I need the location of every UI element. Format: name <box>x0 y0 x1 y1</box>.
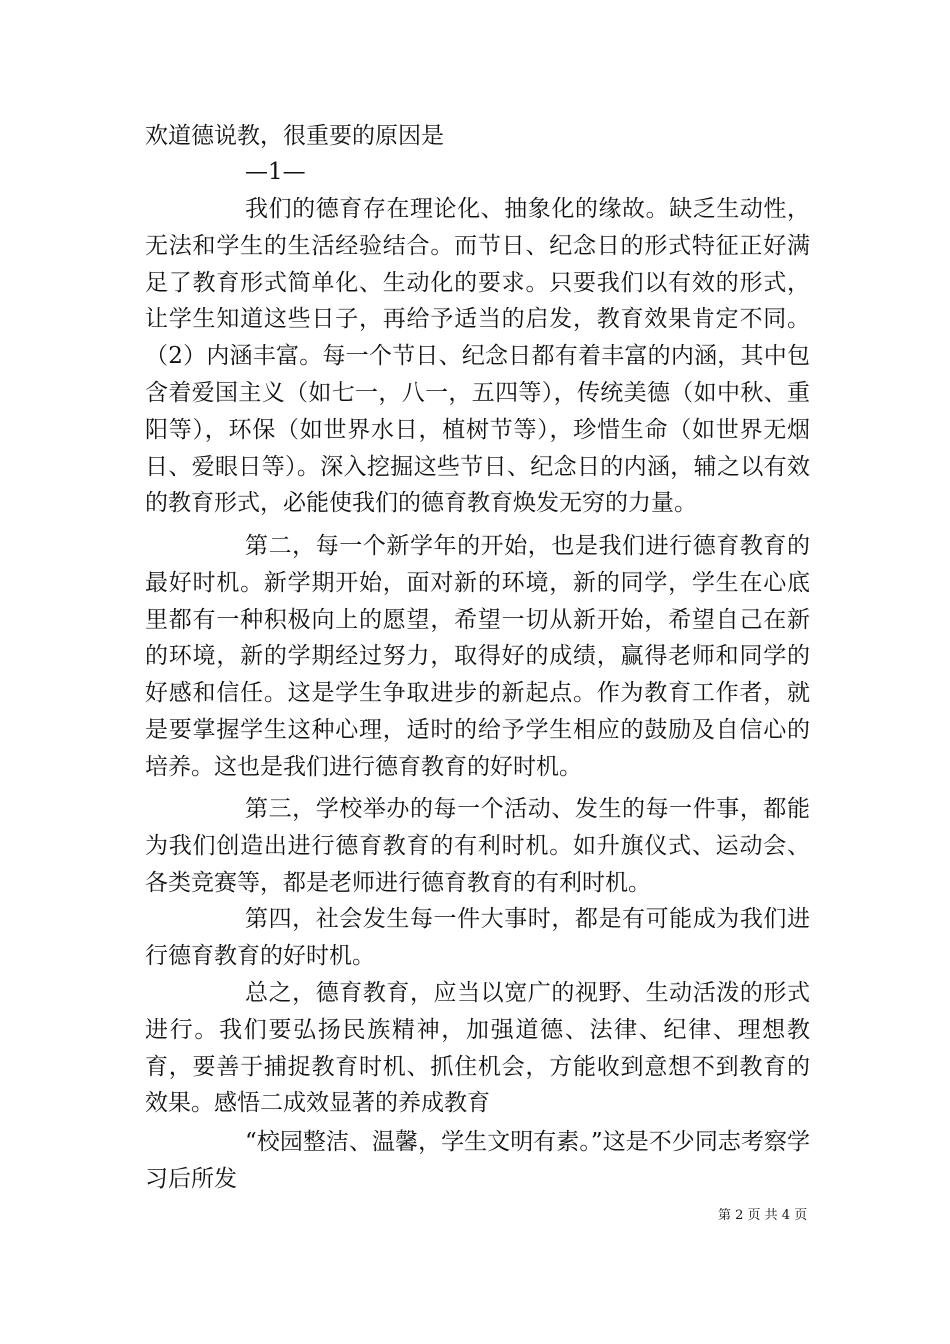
page-footer: 第 2 页 共 4 页 <box>718 1208 808 1223</box>
paragraph-festivals: 我们的德育存在理论化、抽象化的缘故。缺乏生动性，无法和学生的生活经验结合。而节日、纪念日的形式特征正好满足了教育形式简单化、生动化的要求。只要我们以有效的形式，让学生知道这些日子，再给予适当的启发，教育效果肯定不同。（2）内涵丰富。每一个节日、纪念日都有着丰富的内涵，其中包含着爱国主义（如七一，八一，五四等），传统美德（如中秋、重阳等），环保（如世界水日，植树节等），珍惜生命（如世界无烟日、爱眼日等）。深入挖掘这些节日、纪念日的内涵，辅之以有效的教育形式，必能使我们的德育教育焕发无穷的力量。 <box>145 196 810 517</box>
paragraph-summary: 总之，德育教育，应当以宽广的视野、生动活泼的形式进行。我们要弘扬民族精神，加强道德、法律、纪律、理想教育，要善于捕捉教育时机、抓住机会，方能收到意想不到教育的效果。感悟二成效显著的养成教育 <box>145 980 810 1117</box>
inline-page-number: —1— <box>245 159 306 185</box>
paragraph-fragment: 欢道德说教，很重要的原因是 <box>145 123 444 149</box>
paragraph-closing: “校园整洁、温馨，学生文明有素。”这是不少同志考察学习后所发 <box>145 1129 810 1192</box>
paragraph-third: 第三，学校举办的每一个活动、发生的每一件事，都能为我们创造出进行德育教育的有利时机。如升旗仪式、运动会、各类竞赛等，都是老师进行德育教育的有利时机。 <box>145 796 810 896</box>
paragraph-second: 第二，每一个新学年的开始，也是我们进行德育教育的最好时机。新学期开始，面对新的环境，新的同学，学生在心底里都有一种积极向上的愿望，希望一切从新开始，希望自己在新的环境，新的学期经过努力，取得好的成绩，赢得老师和同学的好感和信任。这是学生争取进步的新起点。作为教育工作者，就是要掌握学生这种心理，适时的给予学生相应的鼓励及自信心的培养。这也是我们进行德育教育的好时机。 <box>145 533 810 780</box>
paragraph-fourth: 第四，社会发生每一件大事时，都是有可能成为我们进行德育教育的好时机。 <box>145 906 810 969</box>
